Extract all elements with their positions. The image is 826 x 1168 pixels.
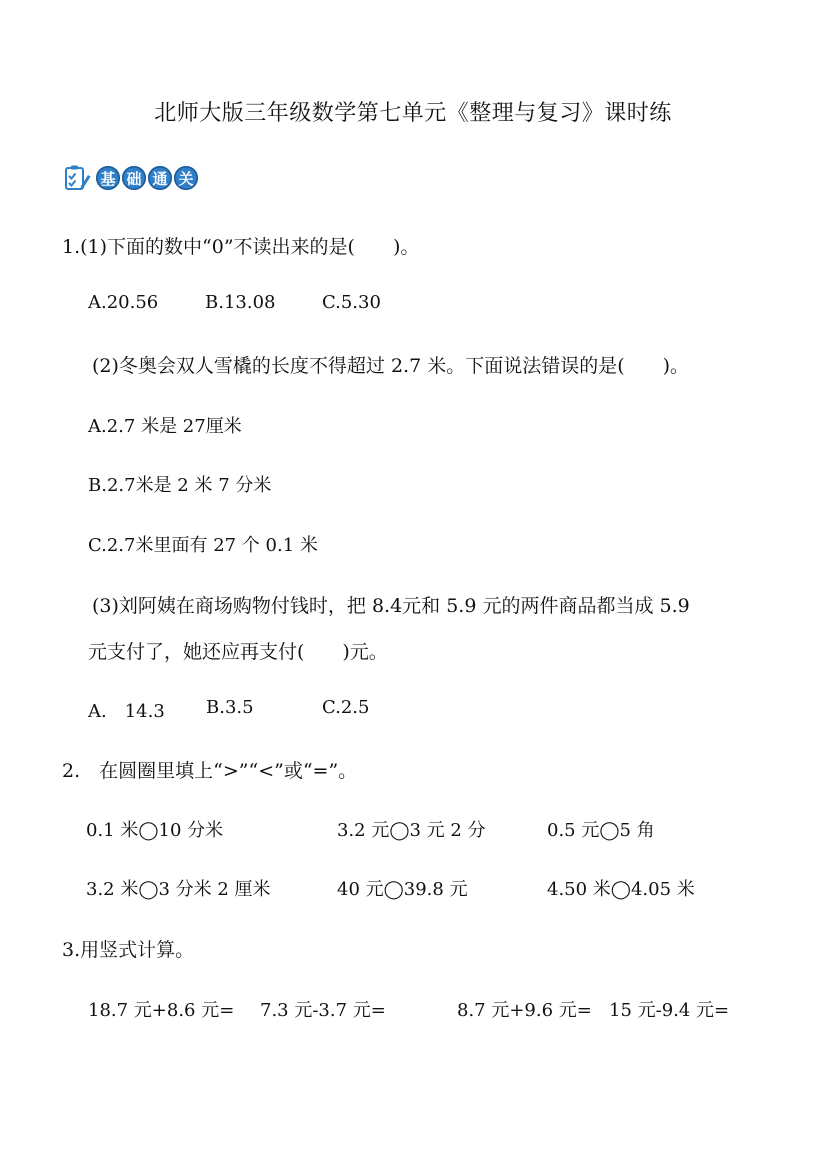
q1-part2-option-b: B.2.7米是 2 米 7 分米: [88, 475, 272, 496]
section-badge: [62, 162, 198, 194]
q2-item: 40 元◯39.8 元: [337, 879, 468, 900]
q2-item: 3.2 元◯3 元 2 分: [337, 820, 486, 841]
q1-part1-stem: 1.(1)下面的数中“0”不读出来的是( )。: [62, 236, 420, 258]
section-badge-label: [96, 166, 198, 190]
q1-part3-option-a: A. 14.3: [88, 701, 165, 722]
q3-stem: 3.用竖式计算。: [62, 939, 195, 961]
q2-item: 3.2 米◯3 分米 2 厘米: [86, 879, 271, 900]
q3-item: 8.7 元+9.6 元=: [457, 1000, 592, 1021]
q2-stem: 2. 在圆圈里填上“>”“<”或“=”。: [62, 760, 358, 782]
q1-part3-stem-line1: (3)刘阿姨在商场购物付钱时，把 8.4元和 5.9 元的两件商品都当成 5.9: [92, 595, 690, 617]
q1-part2-stem: (2)冬奥会双人雪橇的长度不得超过 2.7 米。下面说法错误的是( )。: [92, 355, 690, 377]
q1-part3-option-c: C.2.5: [322, 697, 370, 718]
q1-part3-option-b: B.3.5: [206, 697, 254, 718]
q1-part1-option-a: A.20.56: [88, 292, 159, 313]
q1-part2-option-a: A.2.7 米是 27厘米: [88, 416, 242, 437]
q1-part2-option-c: C.2.7米里面有 27 个 0.1 米: [88, 535, 318, 556]
checklist-pencil-icon: [62, 163, 92, 193]
q3-item: 15 元-9.4 元=: [609, 1000, 730, 1021]
q1-part3-stem-line2: 元支付了，她还应再支付( )元。: [88, 641, 388, 663]
q1-part1-option-c: C.5.30: [322, 292, 381, 313]
page-title: 北师大版三年级数学第七单元《整理与复习》课时练: [154, 101, 672, 126]
badge-char: 通: [148, 166, 172, 190]
q2-item: 0.1 米◯10 分米: [86, 820, 224, 841]
q3-item: 7.3 元-3.7 元=: [260, 1000, 386, 1021]
q3-item: 18.7 元+8.6 元=: [88, 1000, 235, 1021]
q2-item: 4.50 米◯4.05 米: [547, 879, 695, 900]
q1-part1-option-b: B.13.08: [205, 292, 276, 313]
badge-char: 基: [96, 166, 120, 190]
badge-char: 础: [122, 166, 146, 190]
q2-item: 0.5 元◯5 角: [547, 820, 655, 841]
badge-char: 关: [174, 166, 198, 190]
